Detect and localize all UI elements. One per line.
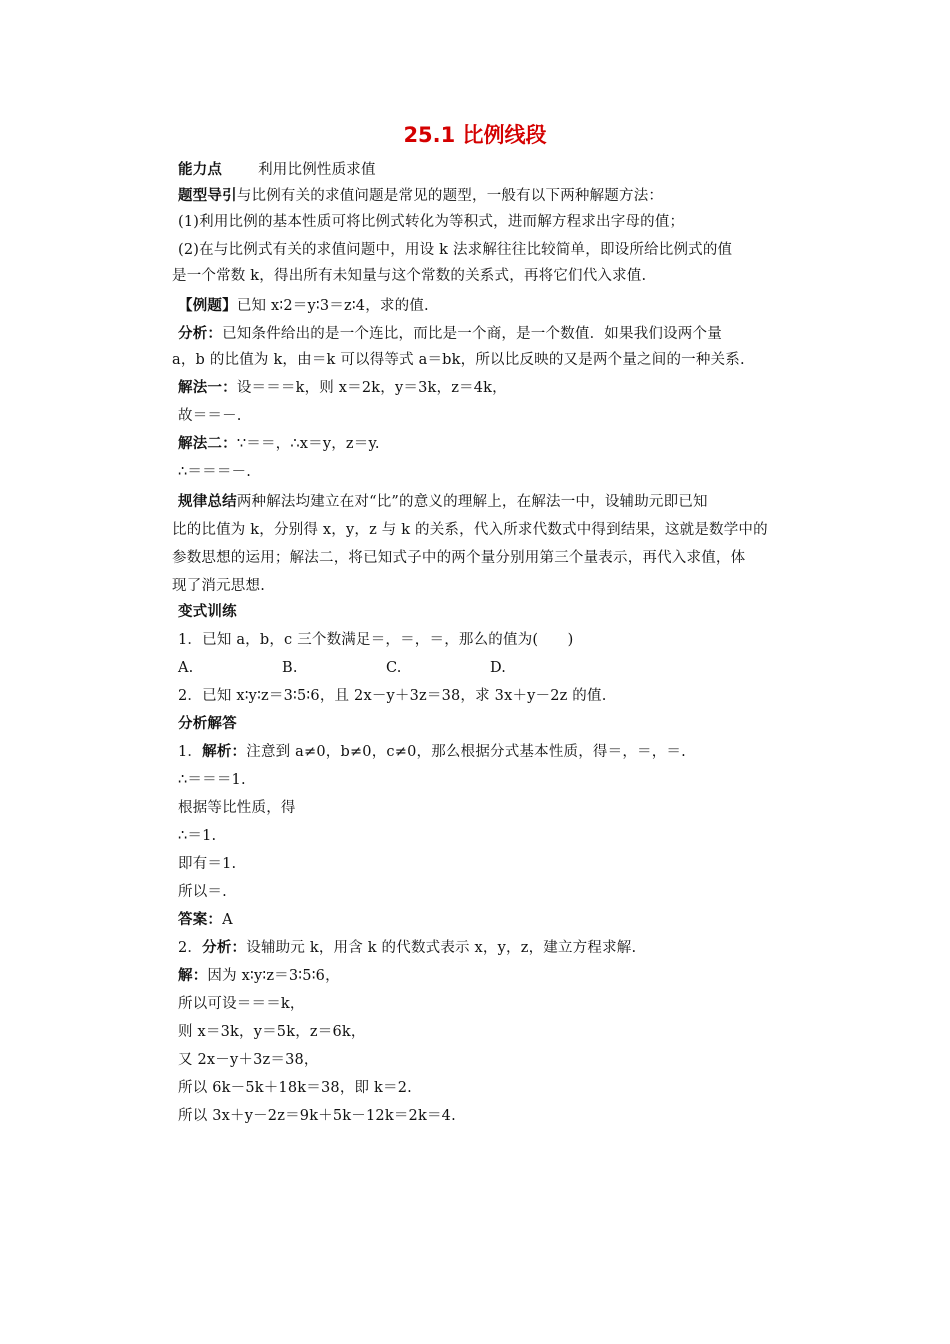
answer2-text-1: 设辅助元 k，用含 k 的代数式表示 x，y，z，建立方程求解. — [246, 940, 637, 956]
option-a: A. — [178, 660, 194, 676]
answer2-solution-label: 解： — [178, 968, 208, 984]
answer1-number: 1． — [178, 744, 203, 760]
answer1-line3: 根据等比性质，得 — [178, 800, 296, 816]
method2-line1 — [178, 434, 380, 454]
option-c: C. — [386, 660, 402, 676]
option-d: D. — [490, 660, 507, 676]
answer2-line4: 则 x＝3k，y＝5k，z＝6k， — [178, 1024, 366, 1040]
summary-text-1: 两种解法均建立在对“比”的意义的理解上，在解法一中，设辅助元即已知 — [236, 494, 708, 510]
answer2-line5: 又 2x－y＋3z＝38， — [178, 1052, 319, 1068]
analysis-line1 — [178, 324, 722, 344]
ability-text: 利用比例性质求值 — [258, 162, 376, 178]
guide-intro-text: 与比例有关的求值问题是常见的题型，一般有以下两种解题方法： — [236, 188, 664, 204]
method1-line1 — [178, 378, 507, 398]
answer1-answer-label: 答案： — [178, 912, 223, 928]
analysis-text-1: 已知条件给出的是一个连比，而比是一个商，是一个数值．如果我们设两个量 — [222, 326, 722, 342]
option-b: B. — [282, 660, 298, 676]
summary-label: 规律总结 — [178, 494, 237, 510]
summary-line2: 比的比值为 k，分别得 x，y，z 与 k 的关系，代入所求代数式中得到结果，这就是数学中的 — [172, 522, 768, 538]
guide-label: 题型导引 — [178, 188, 237, 204]
answer1-label: 解析： — [202, 744, 247, 760]
answer1-line1 — [178, 742, 686, 762]
method1-text-1: 设＝＝＝k，则 x＝2k，y＝3k，z＝4k， — [236, 380, 507, 396]
guide-method-1: (1)利用比例的基本性质可将比例式转化为等积式，进而解方程求出字母的值； — [178, 214, 685, 230]
method2-line2: ∴＝＝＝－. — [178, 464, 252, 480]
analysis-line2: a，b 的比值为 k，由＝k 可以得等式 a＝bk，所以比反映的又是两个量之间的一种关系. — [172, 352, 745, 368]
answer1-text-1: 注意到 a≠0，b≠0，c≠0，那么根据分式基本性质，得＝，＝，＝. — [246, 744, 686, 760]
answer2-analysis — [178, 938, 636, 958]
practice-heading: 变式训练 — [178, 604, 237, 620]
practice-question-2: 2．已知 x∶y∶z＝3∶5∶6，且 2x－y＋3z＝38，求 3x＋y－2z 的值. — [178, 688, 607, 704]
answers-heading: 分析解答 — [178, 716, 237, 732]
answer2-line6: 所以 6k－5k＋18k＝38，即 k＝2. — [178, 1080, 412, 1096]
ability-point — [178, 160, 376, 180]
answer2-line3: 所以可设＝＝＝k， — [178, 996, 305, 1012]
answer1-answer-value: A — [222, 912, 233, 928]
summary-line3: 参数思想的运用；解法二，将已知式子中的两个量分别用第三个量表示，再代入求值，体 — [172, 550, 746, 566]
example — [178, 296, 429, 316]
method2-label: 解法二： — [178, 436, 237, 452]
method1-line2: 故＝＝－. — [178, 408, 242, 424]
summary-line1 — [178, 492, 708, 512]
answer1-line4: ∴＝1. — [178, 828, 217, 844]
analysis-label: 分析： — [178, 326, 223, 342]
ability-label: 能力点 — [178, 162, 223, 178]
answer2-solution — [178, 966, 340, 986]
answer2-line7: 所以 3x＋y－2z＝9k＋5k－12k＝2k＝4. — [178, 1108, 456, 1124]
guide-intro — [178, 186, 663, 206]
answer2-number: 2． — [178, 940, 203, 956]
example-label: 【例题】 — [178, 298, 237, 314]
summary-line4: 现了消元思想. — [172, 578, 266, 594]
practice-question-1: 1．已知 a，b，c 三个数满足＝，＝，＝，那么的值为( ) — [178, 632, 574, 648]
answer1-line5: 即有＝1. — [178, 856, 237, 872]
answer2-text-2: 因为 x∶y∶z＝3∶5∶6， — [207, 968, 340, 984]
answer2-label: 分析： — [202, 940, 247, 956]
example-text: 已知 x∶2＝y∶3＝z∶4，求的值. — [236, 298, 429, 314]
answer1-line2: ∴＝＝＝1. — [178, 772, 246, 788]
guide-method-2-line1: (2)在与比例式有关的求值问题中，用设 k 法求解往往比较简单，即设所给比例式的值 — [178, 242, 733, 258]
practice-options — [178, 658, 594, 678]
method1-label: 解法一： — [178, 380, 237, 396]
guide-method-2-line2: 是一个常数 k，得出所有未知量与这个常数的关系式，再将它们代入求值. — [172, 268, 647, 284]
answer1-final — [178, 910, 233, 930]
page-title: 25.1 比例线段 — [403, 123, 547, 147]
answer1-line6: 所以＝. — [178, 884, 227, 900]
method2-text-1: ∵＝＝，∴x＝y，z＝y. — [236, 436, 380, 452]
